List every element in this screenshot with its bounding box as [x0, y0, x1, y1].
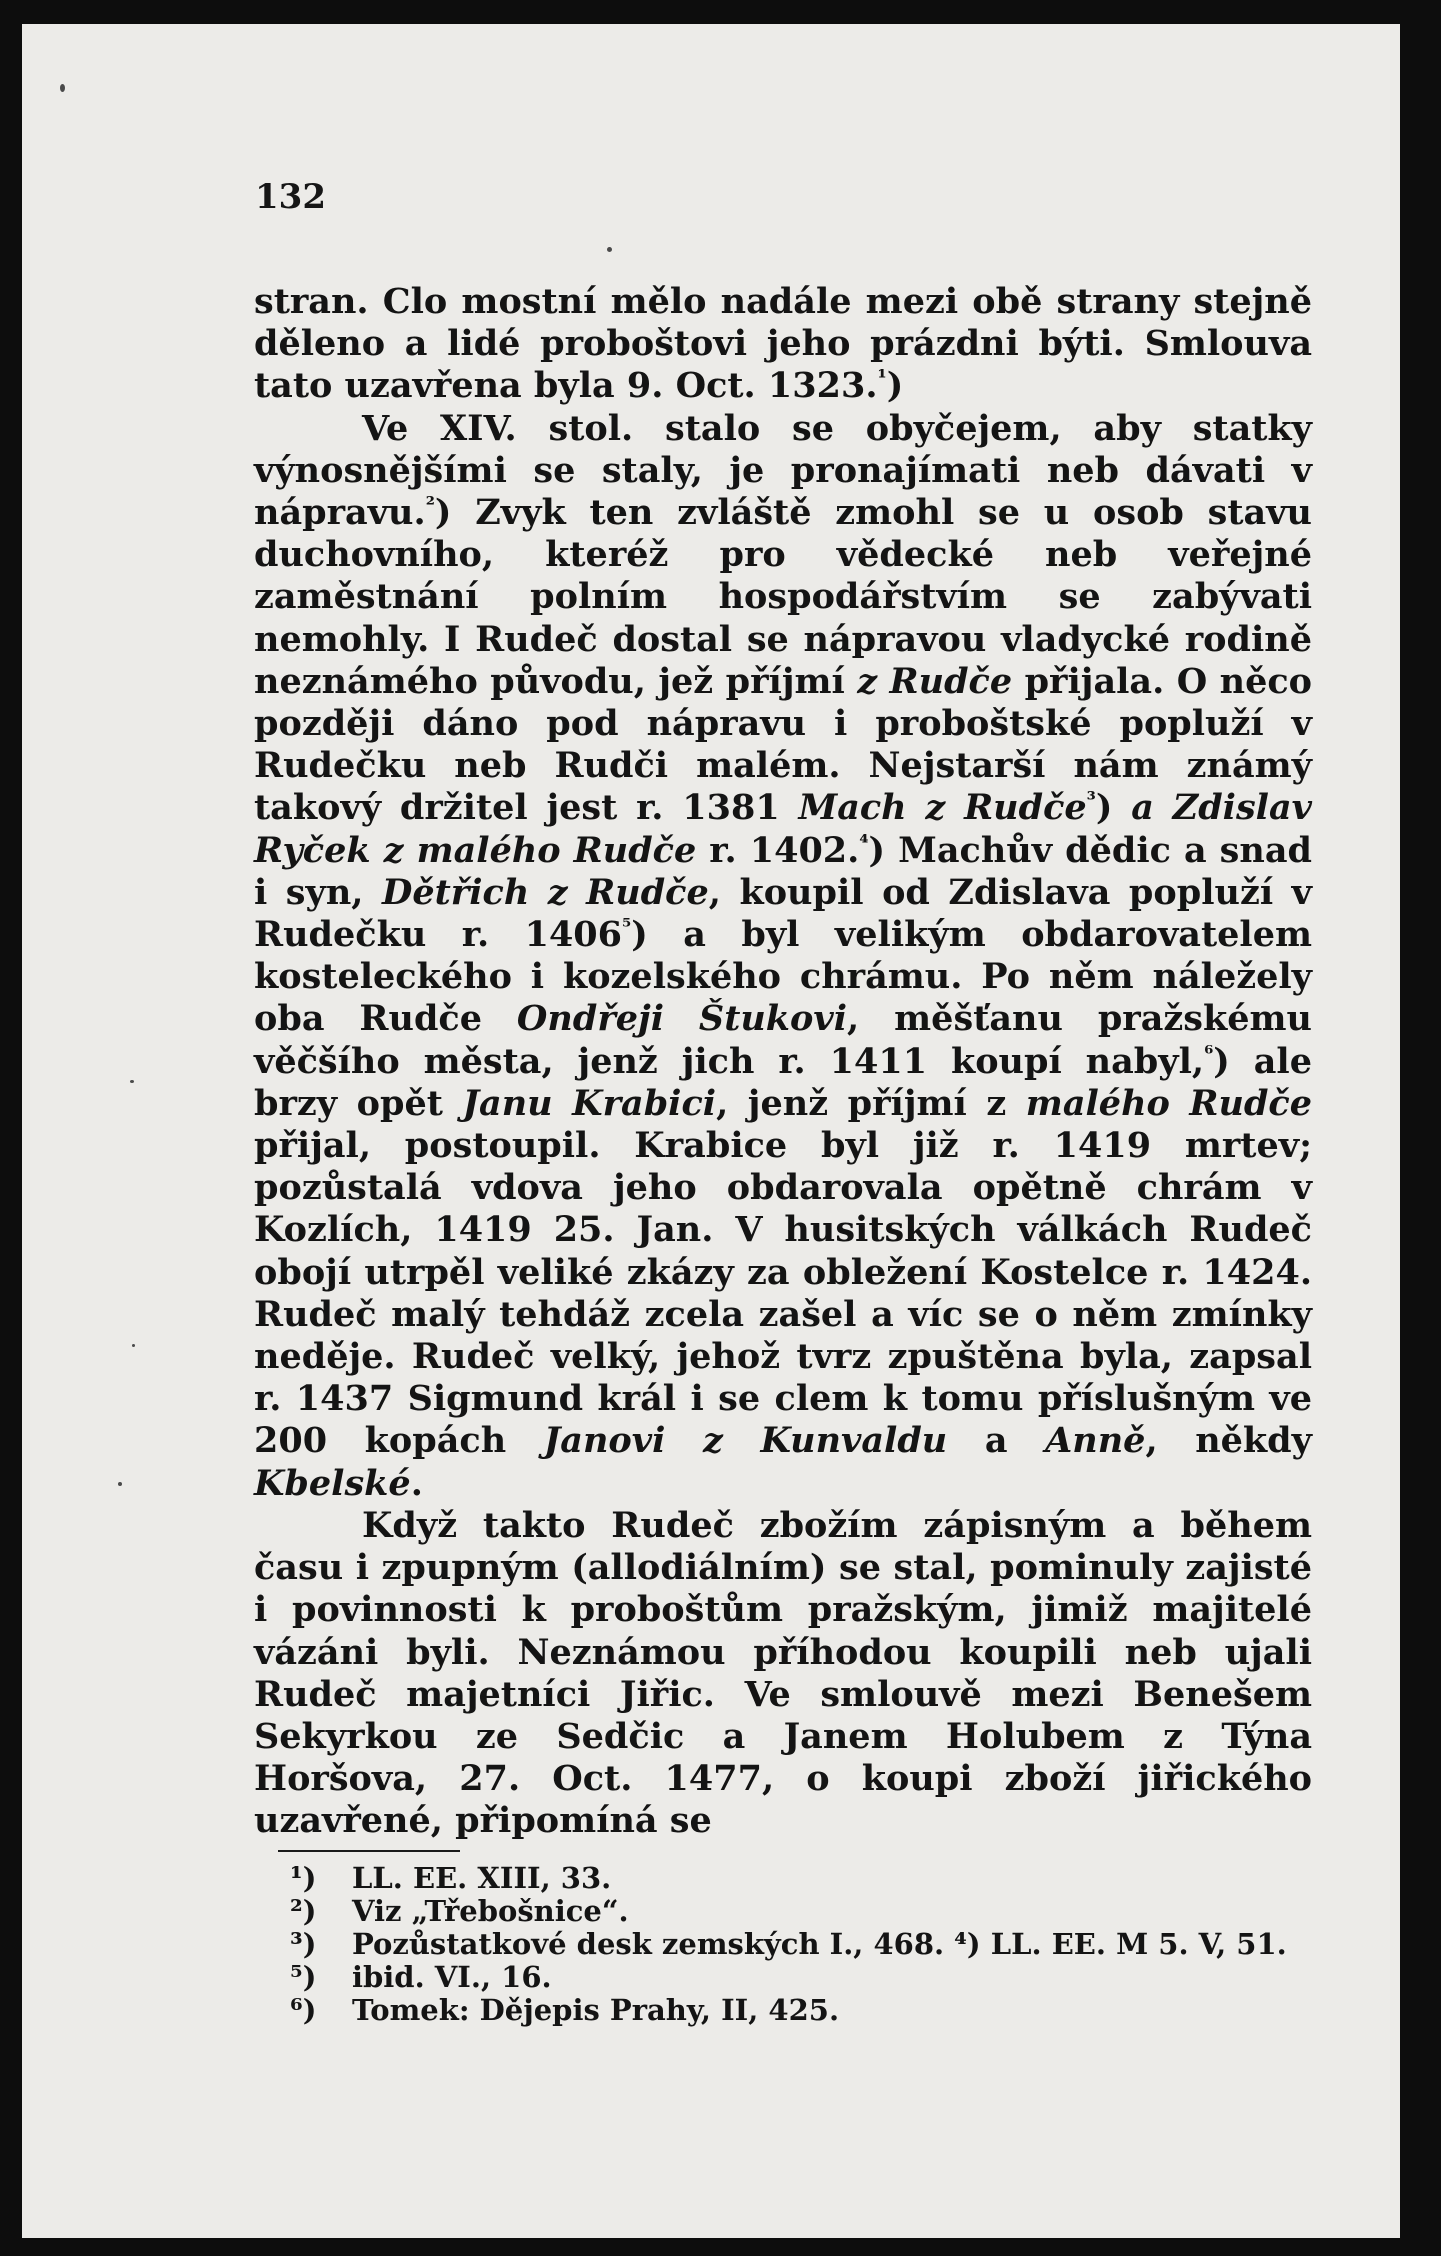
proper-name: Janovi z Kunvaldu [543, 1420, 948, 1462]
text-run: , jenž příjmí z [716, 1082, 1026, 1124]
footnote [290, 1862, 1320, 1895]
footnote-mark: ²) [290, 1894, 317, 1928]
text-run: stran. Clo mostní mělo nadále mezi obě strany stejně děleno a lidé proboštovi jeho prázdni býti. Smlouva tato uzavřena byla 9. Oct. 1323. [254, 281, 1312, 407]
footnote-text: Tomek: Dějepis Prahy, II, 425. [352, 1993, 840, 2027]
text-run: r. 1402. [696, 829, 860, 871]
footnote-reference: ¹ [877, 364, 887, 390]
proper-name: a Zdislav Ryček z malého Rudče [254, 787, 1312, 871]
footnote-divider [278, 1850, 460, 1852]
footnote-reference: ⁵ [622, 913, 632, 939]
paper-speck [607, 247, 612, 252]
proper-name: Janu Krabici [462, 1082, 717, 1124]
paragraph [254, 1505, 1312, 1843]
footnote-reference: ⁶ [1204, 1040, 1214, 1065]
text-run: ) a byl velikým obdarovatelem kosteleckého i kozelského chrámu. Po něm náležely oba Rudče [254, 914, 1312, 1040]
footnote [290, 1961, 1320, 1994]
proper-name: z Rudče [857, 660, 1013, 702]
text-run: , měšťanu pražskému věčšího města, jenž jich r. 1411 koupí nabyl, [254, 998, 1312, 1082]
text-run: Ve XIV. stol. stalo se obyčejem, aby statky výnosnějšími se staly, je pronajímati neb dávati v nápravu. [254, 407, 1312, 534]
footnote-mark: ¹) [290, 1861, 317, 1895]
text-run: . [410, 1462, 423, 1504]
text-run: ) [1095, 787, 1132, 829]
text-run: , někdy [1145, 1420, 1312, 1462]
text-run: , koupil od Zdislava popluží v Rudečku r. 1406 [254, 871, 1312, 956]
text-run: Když takto Rudeč zbožím zápisným a během času i zpupným (allodiálním) se stal, pominuly zajisté i povinnosti k proboštům pražským, jimiž majitelé vázáni byli. Neznámou příhodou koupili neb ujali Rudeč majetníci Jiřic. Ve smlouvě mezi Benešem Sekyrkou ze Sedčic a Janem Holubem z Týna Horšova, 27. Oct. 1477, o koupi zboží jiřického uzavřené, připomíná se [254, 1504, 1312, 1842]
footnote-text: Pozůstatkové desk zemských I., 468. ⁴) LL. EE. M 5. V, 51. [352, 1927, 1287, 1961]
page-number: 132 [255, 177, 326, 217]
text-run: ) Machův dědic a snad i syn, [254, 829, 1312, 913]
footnote-text: Viz „Třebošnice“. [352, 1894, 629, 1928]
footnote [290, 1895, 1320, 1928]
proper-name: Kbelské [254, 1462, 411, 1504]
footnote [290, 1994, 1320, 2027]
paper-speck [130, 1080, 134, 1083]
footnote-mark: ⁶) [290, 1993, 317, 2027]
text-run: ) [886, 365, 904, 407]
proper-name: malého Rudče [1025, 1082, 1312, 1124]
footnote-reference: ³ [1086, 786, 1096, 812]
main-text [254, 281, 1312, 1843]
paper-speck [132, 1344, 135, 1347]
footnote-mark: ⁵) [290, 1960, 317, 1994]
paper-speck [118, 1482, 122, 1486]
proper-name: Ondřeji Štukovi [516, 998, 848, 1040]
text-run: ) ale brzy opět [254, 1040, 1313, 1124]
proper-name: Mach z Rudče [798, 787, 1087, 829]
footnotes [290, 1862, 1320, 2027]
footnote-reference: ² [425, 491, 435, 517]
text-run: a [947, 1420, 1046, 1462]
proper-name: Anně [1045, 1420, 1146, 1462]
footnote-mark: ³) [290, 1927, 317, 1961]
paragraph [254, 408, 1312, 1505]
footnote-reference: ⁴ [859, 828, 869, 854]
proper-name: Dětřich z Rudče [382, 871, 709, 913]
footnote [290, 1928, 1320, 1961]
paragraph [254, 281, 1312, 408]
text-run: přijala. O něco později dáno pod nápravu i proboštské popluží v Rudečku neb Rudči malém. Nejstarší nám známý takový držitel jest r. 1381 [254, 660, 1312, 829]
text-run: ) Zvyk ten zvláště zmohl se u osob stavu duchovního, kteréž pro vědecké neb veřejné zaměstnání polním hospodářstvím se zabývati nemohly. I Rudeč dostal se nápravou vladycké rodině neznámého původu, jež příjmí [254, 492, 1312, 702]
footnote-text: ibid. VI., 16. [352, 1960, 552, 1994]
book-page [22, 24, 1400, 2238]
paper-speck [60, 84, 65, 92]
footnote-text: LL. EE. XIII, 33. [352, 1861, 612, 1895]
text-run: přijal, postoupil. Krabice byl již r. 1419 mrtev; pozůstalá vdova jeho obdarovala opětně chrám v Kozlích, 1419 25. Jan. V husitských válkách Rudeč obojí utrpěl veliké zkázy za obležení Kostelce r. 1424. Rudeč malý tehdáž zcela zašel a víc se o něm zmínky neděje. Rudeč velký, jehož tvrz zpuštěna byla, zapsal r. 1437 Sigmund král i se clem k tomu příslušným ve 200 kopách [254, 1125, 1312, 1462]
